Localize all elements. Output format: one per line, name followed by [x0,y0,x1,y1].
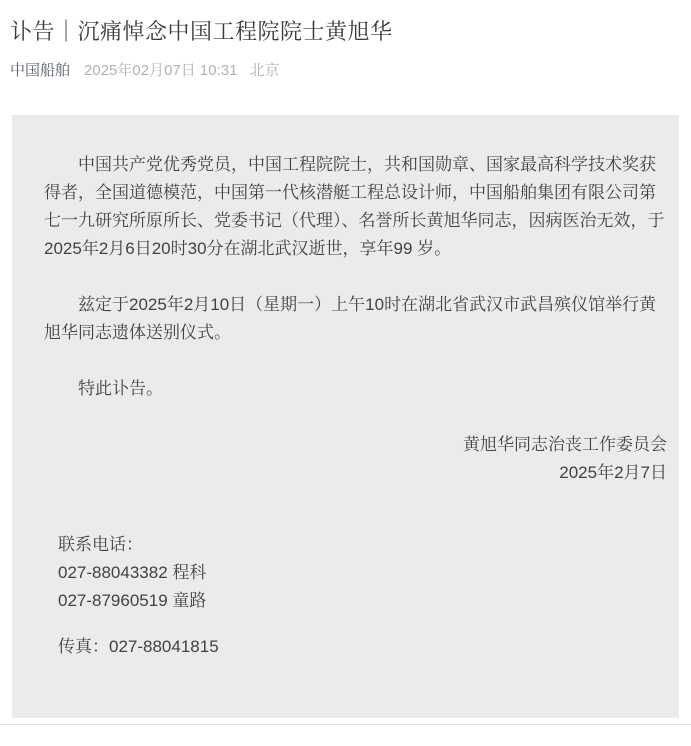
publish-time: 2025年02月07日 10:31 [84,62,238,79]
contact-phone-2: 027-87960519 童路 [58,591,207,610]
article-meta [10,60,681,81]
contact-label: 联系电话： [58,535,143,554]
article-title: 讣告｜沉痛悼念中国工程院院士黄旭华 [10,19,393,44]
publish-location: 北京 [249,62,280,79]
signature-committee: 黄旭华同志治丧工作委员会 [463,435,667,454]
account-name[interactable]: 中国船舶 [10,62,71,79]
obituary-paragraph-2: 兹定于2025年2月10日（星期一）上午10时在湖北省武汉市武昌殡仪馆举行黄旭华同志遗体送别仪式。 [44,295,657,342]
contact-fax: 传真：027-88041815 [58,637,219,656]
contact-block [58,531,667,661]
article-page [0,16,691,746]
obituary-paragraph-1: 中国共产党优秀党员，中国工程院院士，共和国勋章、国家最高科学技术奖获得者，全国道德模范，中国第一代核潜艇工程总设计师，中国船舶集团有限公司第七一九研究所原所长、党委书记（代理）、名誉所长黄旭华同志，因病医治无效，于2025年2月6日20时30分在湖北武汉逝世，享年99 岁。 [44,155,665,258]
contact-phone-1: 027-88043382 程科 [58,563,207,582]
obituary-paragraph-3: 特此讣告。 [78,379,163,398]
bottom-divider [0,724,691,725]
signature-date: 2025年2月7日 [559,463,667,482]
obituary-box [12,115,679,718]
